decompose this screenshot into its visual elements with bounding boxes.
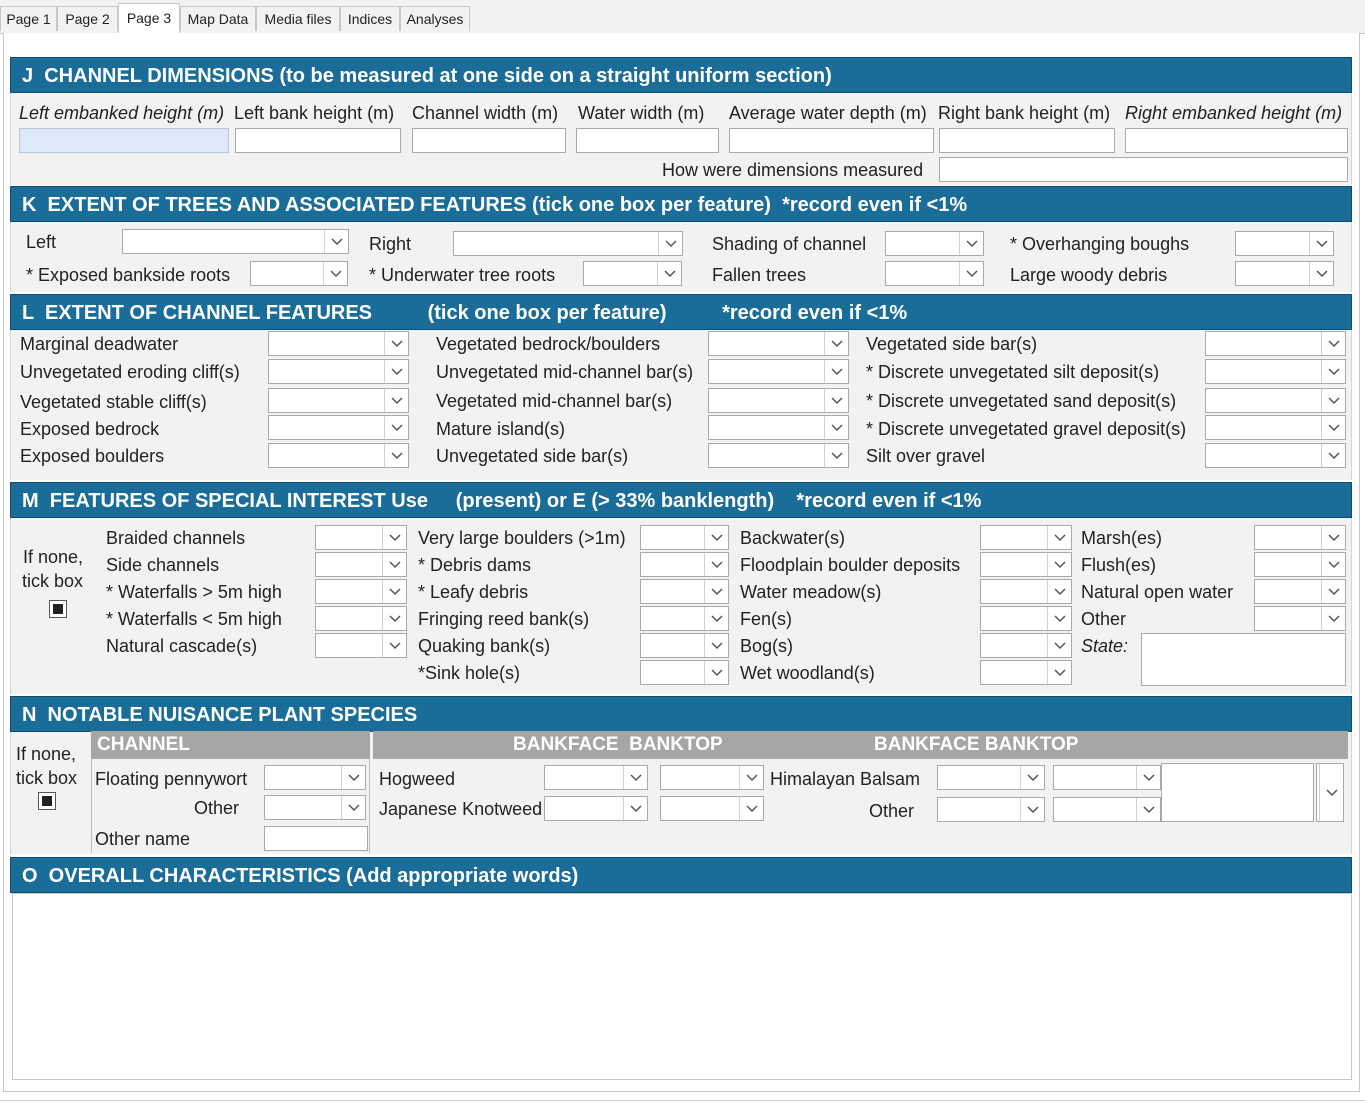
side-channels-dropdown[interactable]	[315, 552, 407, 577]
fallen-trees-label: Fallen trees	[712, 265, 807, 285]
discrete-sand-deposits-label: * Discrete unvegetated sand deposit(s)	[866, 391, 1177, 411]
m-tick-box-label: tick box	[22, 571, 84, 591]
waterfalls-over-5m-dropdown[interactable]	[315, 579, 407, 604]
left-embanked-height-label: Left embanked height (m)	[19, 103, 225, 123]
chevron-down-icon[interactable]	[657, 262, 681, 285]
chevron-down-icon[interactable]	[824, 360, 848, 383]
underwater-tree-roots-label: * Underwater tree roots	[369, 265, 556, 285]
braided-channels-dropdown[interactable]	[315, 525, 407, 550]
chevron-down-icon[interactable]	[1047, 607, 1071, 630]
chevron-down-icon[interactable]	[382, 607, 406, 630]
n-bank-other-banktop-dropdown[interactable]	[1053, 797, 1161, 822]
overhanging-boughs-dropdown[interactable]	[1235, 231, 1334, 256]
right-bank-height-input[interactable]	[939, 128, 1115, 153]
chevron-down-icon[interactable]	[1047, 661, 1071, 684]
chevron-down-icon[interactable]	[1321, 526, 1345, 549]
braided-channels-label: Braided channels	[106, 528, 246, 548]
sink-holes-label: *Sink hole(s)	[418, 663, 521, 683]
chevron-down-icon[interactable]	[324, 230, 348, 253]
chevron-down-icon[interactable]	[1321, 332, 1345, 355]
floating-pennywort-dropdown[interactable]	[264, 765, 366, 790]
natural-open-water-dropdown[interactable]	[1254, 579, 1346, 604]
chevron-down-icon[interactable]	[1321, 444, 1345, 467]
k-right-label: Right	[369, 234, 412, 254]
chevron-down-icon[interactable]	[1321, 360, 1345, 383]
vegetated-stable-cliffs-label: Vegetated stable cliff(s)	[20, 392, 207, 412]
tab-map-data[interactable]: Map Data	[180, 6, 256, 31]
underwater-tree-roots-dropdown[interactable]	[583, 261, 682, 286]
fringing-reed-banks-label: Fringing reed bank(s)	[418, 609, 590, 629]
right-embanked-height-input[interactable]	[1125, 128, 1348, 153]
channel-width-input[interactable]	[412, 128, 566, 153]
n-channel-other-dropdown[interactable]	[264, 795, 366, 820]
discrete-gravel-deposits-label: * Discrete unvegetated gravel deposit(s)	[866, 419, 1187, 439]
tab-media-files[interactable]: Media files	[256, 6, 340, 31]
knotweed-bankface-dropdown[interactable]	[544, 796, 648, 821]
chevron-down-icon[interactable]	[384, 360, 408, 383]
chevron-down-icon[interactable]	[1319, 764, 1343, 821]
average-water-depth-input[interactable]	[729, 128, 934, 153]
chevron-down-icon[interactable]	[384, 416, 408, 439]
fallen-trees-dropdown[interactable]	[885, 261, 984, 286]
bottom-border	[0, 1100, 1365, 1101]
chevron-down-icon[interactable]	[704, 607, 728, 630]
tab-page-2[interactable]: Page 2	[57, 6, 118, 31]
vegetated-mid-channel-bars-label: Vegetated mid-channel bar(s)	[436, 391, 673, 411]
silt-over-gravel-dropdown[interactable]	[1205, 443, 1346, 468]
backwaters-dropdown[interactable]	[980, 525, 1072, 550]
m-none-checkbox[interactable]	[49, 600, 67, 618]
chevron-down-icon[interactable]	[382, 634, 406, 657]
chevron-down-icon[interactable]	[704, 634, 728, 657]
overhanging-boughs-label: * Overhanging boughs	[1010, 234, 1190, 254]
large-woody-debris-dropdown[interactable]	[1235, 261, 1334, 286]
chevron-down-icon[interactable]	[1309, 262, 1333, 285]
n-tick-box-label: tick box	[16, 768, 78, 788]
waterfalls-under-5m-label: * Waterfalls < 5m high	[106, 609, 282, 629]
chevron-down-icon[interactable]	[1136, 798, 1160, 821]
silt-over-gravel-label: Silt over gravel	[866, 446, 986, 466]
tab-analyses[interactable]: Analyses	[400, 6, 470, 31]
marshes-label: Marsh(es)	[1081, 528, 1163, 548]
how-measured-label: How were dimensions measured	[662, 160, 924, 180]
tab-bar	[0, 0, 1365, 34]
chevron-down-icon[interactable]	[382, 526, 406, 549]
natural-cascades-label: Natural cascade(s)	[106, 636, 258, 656]
debris-dams-dropdown[interactable]	[640, 552, 729, 577]
mature-islands-label: Mature island(s)	[436, 419, 566, 439]
chevron-down-icon[interactable]	[704, 661, 728, 684]
m-other-label: Other	[1081, 609, 1127, 629]
balsam-bankface-dropdown[interactable]	[937, 765, 1045, 790]
n-bank-other-bankface-dropdown[interactable]	[937, 797, 1045, 822]
chevron-down-icon[interactable]	[1047, 634, 1071, 657]
n-other-species-textbox[interactable]	[1161, 763, 1314, 822]
exposed-boulders-dropdown[interactable]	[268, 443, 409, 468]
n-other-species-combo[interactable]	[1316, 763, 1344, 822]
water-meadows-dropdown[interactable]	[980, 579, 1072, 604]
exposed-boulders-label: Exposed boulders	[20, 446, 165, 466]
water-width-label: Water width (m)	[578, 103, 705, 123]
knotweed-banktop-dropdown[interactable]	[660, 796, 764, 821]
section-m-header: M FEATURES OF SPECIAL INTEREST Use (present) or E (> 33% banklength) *record even if <1%	[10, 482, 1352, 518]
mature-islands-dropdown[interactable]	[708, 415, 849, 440]
unvegetated-side-bars-dropdown[interactable]	[708, 443, 849, 468]
k-left-dropdown[interactable]	[122, 229, 349, 254]
checkbox-mark-icon	[42, 796, 52, 806]
floodplain-boulder-deposits-dropdown[interactable]	[980, 552, 1072, 577]
chevron-down-icon[interactable]	[739, 797, 763, 820]
chevron-down-icon[interactable]	[1047, 553, 1071, 576]
tab-page-3[interactable]: Page 3	[118, 3, 180, 33]
water-width-input[interactable]	[576, 128, 719, 153]
section-j-header: J CHANNEL DIMENSIONS (to be measured at one side on a straight uniform section)	[10, 57, 1352, 93]
very-large-boulders-label: Very large boulders (>1m)	[418, 528, 626, 548]
vegetated-side-bars-label: Vegetated side bar(s)	[866, 334, 1038, 354]
vegetated-mid-channel-bars-dropdown[interactable]	[708, 388, 849, 413]
channel-subheader: CHANNEL	[91, 731, 370, 759]
right-bank-height-label: Right bank height (m)	[938, 103, 1111, 123]
other-name-input[interactable]	[264, 826, 368, 851]
chevron-down-icon[interactable]	[382, 580, 406, 603]
wet-woodlands-dropdown[interactable]	[980, 660, 1072, 685]
exposed-bankside-roots-label: * Exposed bankside roots	[26, 265, 231, 285]
overall-characteristics-textarea[interactable]	[12, 893, 1352, 1080]
state-label: State:	[1081, 636, 1129, 656]
bogs-dropdown[interactable]	[980, 633, 1072, 658]
marginal-deadwater-dropdown[interactable]	[268, 331, 409, 356]
discrete-silt-deposits-label: * Discrete unvegetated silt deposit(s)	[866, 362, 1160, 382]
flushes-dropdown[interactable]	[1254, 552, 1346, 577]
flushes-label: Flush(es)	[1081, 555, 1157, 575]
waterfalls-over-5m-label: * Waterfalls > 5m high	[106, 582, 282, 602]
checkbox-mark-icon	[53, 604, 63, 614]
chevron-down-icon[interactable]	[384, 332, 408, 355]
discrete-silt-deposits-dropdown[interactable]	[1205, 359, 1346, 384]
vegetated-bedrock-boulders-label: Vegetated bedrock/boulders	[436, 334, 661, 354]
average-water-depth-label: Average water depth (m)	[729, 103, 927, 123]
chevron-down-icon[interactable]	[341, 766, 365, 789]
chevron-down-icon[interactable]	[824, 332, 848, 355]
n-channel-other-label: Other	[194, 798, 240, 818]
discrete-sand-deposits-dropdown[interactable]	[1205, 388, 1346, 413]
wet-woodlands-label: Wet woodland(s)	[740, 663, 875, 683]
chevron-down-icon[interactable]	[1321, 607, 1345, 630]
tab-page-1[interactable]: Page 1	[0, 6, 57, 31]
hogweed-banktop-dropdown[interactable]	[660, 765, 764, 790]
section-o-header: O OVERALL CHARACTERISTICS (Add appropriate words)	[10, 857, 1352, 893]
other-name-label: Other name	[95, 829, 191, 849]
channel-width-label: Channel width (m)	[412, 103, 559, 123]
unvegetated-eroding-cliffs-label: Unvegetated eroding cliff(s)	[20, 362, 240, 382]
hogweed-bankface-dropdown[interactable]	[544, 765, 648, 790]
backwaters-label: Backwater(s)	[740, 528, 846, 548]
chevron-down-icon[interactable]	[623, 766, 647, 789]
quaking-banks-label: Quaking bank(s)	[418, 636, 551, 656]
left-embanked-height-input[interactable]	[19, 128, 229, 153]
bank-header-right: BANKFACE BANKTOP	[874, 734, 1079, 755]
shading-of-channel-label: Shading of channel	[712, 234, 867, 254]
chevron-down-icon[interactable]	[623, 797, 647, 820]
chevron-down-icon[interactable]	[704, 580, 728, 603]
himalayan-balsam-label: Himalayan Balsam	[770, 769, 921, 789]
how-measured-input[interactable]	[939, 157, 1348, 182]
chevron-down-icon[interactable]	[1309, 232, 1333, 255]
left-bank-height-input[interactable]	[235, 128, 401, 153]
water-meadows-label: Water meadow(s)	[740, 582, 882, 602]
natural-cascades-dropdown[interactable]	[315, 633, 407, 658]
chevron-down-icon[interactable]	[959, 262, 983, 285]
fens-dropdown[interactable]	[980, 606, 1072, 631]
chevron-down-icon[interactable]	[384, 444, 408, 467]
shading-of-channel-dropdown[interactable]	[885, 231, 984, 256]
m-if-none-label: If none,	[23, 547, 84, 567]
section-n-header: N NOTABLE NUISANCE PLANT SPECIES	[10, 696, 1352, 732]
floating-pennywort-label: Floating pennywort	[95, 769, 248, 789]
exposed-bedrock-dropdown[interactable]	[268, 415, 409, 440]
exposed-bedrock-label: Exposed bedrock	[20, 419, 160, 439]
bogs-label: Bog(s)	[740, 636, 794, 656]
chevron-down-icon[interactable]	[824, 416, 848, 439]
chevron-down-icon[interactable]	[704, 553, 728, 576]
balsam-banktop-dropdown[interactable]	[1053, 765, 1161, 790]
side-channels-label: Side channels	[106, 555, 220, 575]
vegetated-side-bars-dropdown[interactable]	[1205, 331, 1346, 356]
chevron-down-icon[interactable]	[658, 232, 682, 255]
tab-indices[interactable]: Indices	[340, 6, 400, 31]
left-bank-height-label: Left bank height (m)	[234, 103, 395, 123]
n-if-none-label: If none,	[16, 744, 77, 764]
chevron-down-icon[interactable]	[1321, 389, 1345, 412]
k-left-label: Left	[26, 232, 57, 252]
leafy-debris-dropdown[interactable]	[640, 579, 729, 604]
chevron-down-icon[interactable]	[1321, 416, 1345, 439]
vegetated-bedrock-boulders-dropdown[interactable]	[708, 331, 849, 356]
chevron-down-icon[interactable]	[323, 262, 347, 285]
m-other-dropdown[interactable]	[1254, 606, 1346, 631]
hogweed-label: Hogweed	[379, 769, 456, 789]
fringing-reed-banks-dropdown[interactable]	[640, 606, 729, 631]
fens-label: Fen(s)	[740, 609, 793, 629]
section-l-header: L EXTENT OF CHANNEL FEATURES (tick one box per feature) *record even if <1%	[10, 294, 1352, 330]
natural-open-water-label: Natural open water	[1081, 582, 1234, 602]
waterfalls-under-5m-dropdown[interactable]	[315, 606, 407, 631]
vegetated-stable-cliffs-dropdown[interactable]	[268, 388, 409, 413]
chevron-down-icon[interactable]	[704, 526, 728, 549]
right-embanked-height-label: Right embanked height (m)	[1125, 103, 1343, 123]
chevron-down-icon[interactable]	[739, 766, 763, 789]
chevron-down-icon[interactable]	[1047, 526, 1071, 549]
chevron-down-icon[interactable]	[1020, 766, 1044, 789]
chevron-down-icon[interactable]	[1047, 580, 1071, 603]
discrete-gravel-deposits-dropdown[interactable]	[1205, 415, 1346, 440]
marginal-deadwater-label: Marginal deadwater	[20, 334, 179, 354]
bank-header-left: BANKFACE BANKTOP	[513, 734, 723, 755]
chevron-down-icon[interactable]	[1321, 580, 1345, 603]
chevron-down-icon[interactable]	[959, 232, 983, 255]
chevron-down-icon[interactable]	[1020, 798, 1044, 821]
sink-holes-dropdown[interactable]	[640, 660, 729, 685]
chevron-down-icon[interactable]	[382, 553, 406, 576]
unvegetated-mid-channel-bars-label: Unvegetated mid-channel bar(s)	[436, 362, 694, 382]
unvegetated-mid-channel-bars-dropdown[interactable]	[708, 359, 849, 384]
chevron-down-icon[interactable]	[384, 389, 408, 412]
state-textbox[interactable]	[1141, 633, 1346, 686]
n-none-checkbox[interactable]	[38, 792, 56, 810]
japanese-knotweed-label: Japanese Knotweed	[379, 799, 542, 819]
chevron-down-icon[interactable]	[1136, 766, 1160, 789]
chevron-down-icon[interactable]	[341, 796, 365, 819]
floodplain-boulder-deposits-label: Floodplain boulder deposits	[740, 555, 961, 575]
chevron-down-icon[interactable]	[1321, 553, 1345, 576]
unvegetated-side-bars-label: Unvegetated side bar(s)	[436, 446, 629, 466]
k-right-dropdown[interactable]	[453, 231, 683, 256]
debris-dams-label: * Debris dams	[418, 555, 532, 575]
section-k-header: K EXTENT OF TREES AND ASSOCIATED FEATURES (tick one box per feature) *record even if <1%	[10, 186, 1352, 222]
unvegetated-eroding-cliffs-dropdown[interactable]	[268, 359, 409, 384]
quaking-banks-dropdown[interactable]	[640, 633, 729, 658]
chevron-down-icon[interactable]	[824, 389, 848, 412]
leafy-debris-label: * Leafy debris	[418, 582, 529, 602]
chevron-down-icon[interactable]	[824, 444, 848, 467]
very-large-boulders-dropdown[interactable]	[640, 525, 729, 550]
large-woody-debris-label: Large woody debris	[1010, 265, 1168, 285]
n-bank-other-label: Other	[869, 801, 915, 821]
exposed-bankside-roots-dropdown[interactable]	[250, 261, 348, 286]
marshes-dropdown[interactable]	[1254, 525, 1346, 550]
